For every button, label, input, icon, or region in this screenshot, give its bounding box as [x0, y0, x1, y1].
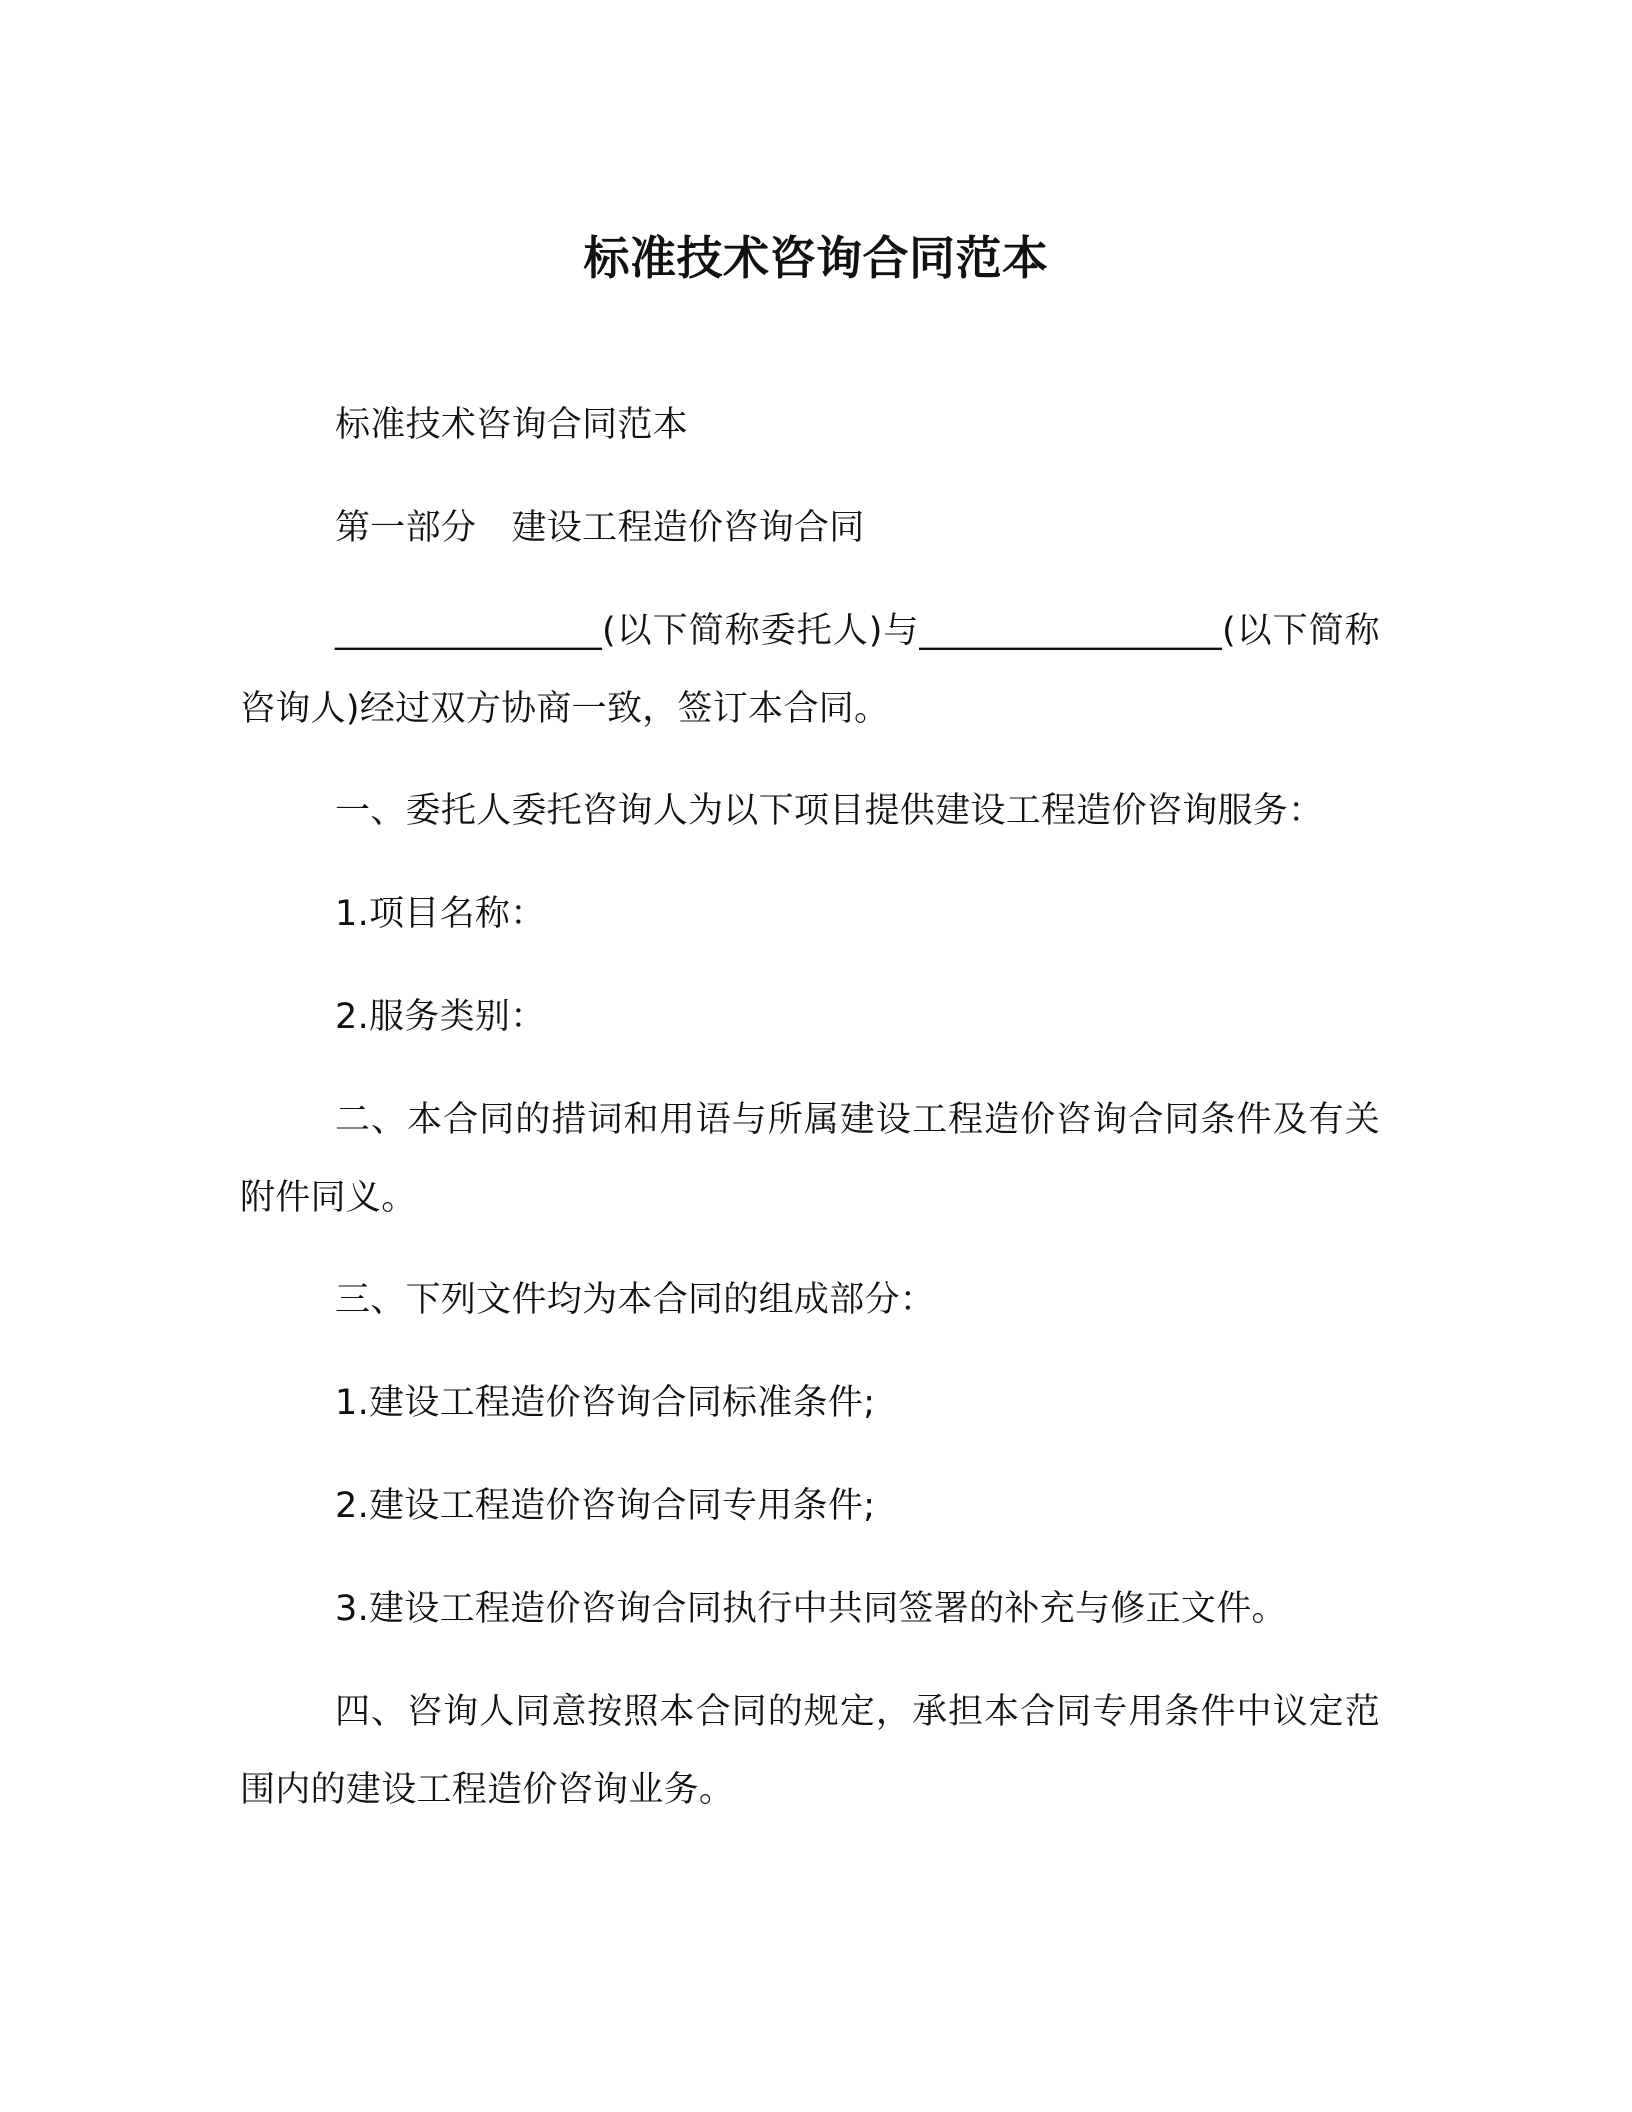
- document-title: 标准技术咨询合同范本: [583, 231, 1049, 285]
- subtitle-paragraph: 标准技术咨询合同范本: [335, 405, 689, 445]
- project-name-item: 1.项目名称：: [335, 894, 546, 934]
- document-list-item-2: 2.建设工程造价咨询合同专用条件;: [335, 1486, 876, 1526]
- clause-3-paragraph: 三、下列文件均为本合同的组成部分：: [335, 1280, 936, 1320]
- clause-4-paragraph: 四、咨询人同意按照本合同的规定，承担本合同专用条件中议定范围内的建设工程造价咨询业务。: [240, 1692, 1380, 1810]
- clause-2-paragraph: 二、本合同的措词和用语与所属建设工程造价咨询合同条件及有关附件同义。: [240, 1100, 1380, 1218]
- parties-paragraph: _______________(以下简称委托人)与_________________(以下简称咨询人)经过双方协商一致，签订本合同。: [240, 611, 1380, 729]
- part-heading: 第一部分 建设工程造价咨询合同: [335, 508, 865, 548]
- service-type-item: 2.服务类别：: [335, 997, 546, 1037]
- document-list-item-3: 3.建设工程造价咨询合同执行中共同签署的补充与修正文件。: [335, 1589, 1287, 1629]
- document-list-item-1: 1.建设工程造价咨询合同标准条件;: [335, 1383, 876, 1423]
- clause-1-paragraph: 一、委托人委托咨询人为以下项目提供建设工程造价咨询服务：: [335, 791, 1324, 831]
